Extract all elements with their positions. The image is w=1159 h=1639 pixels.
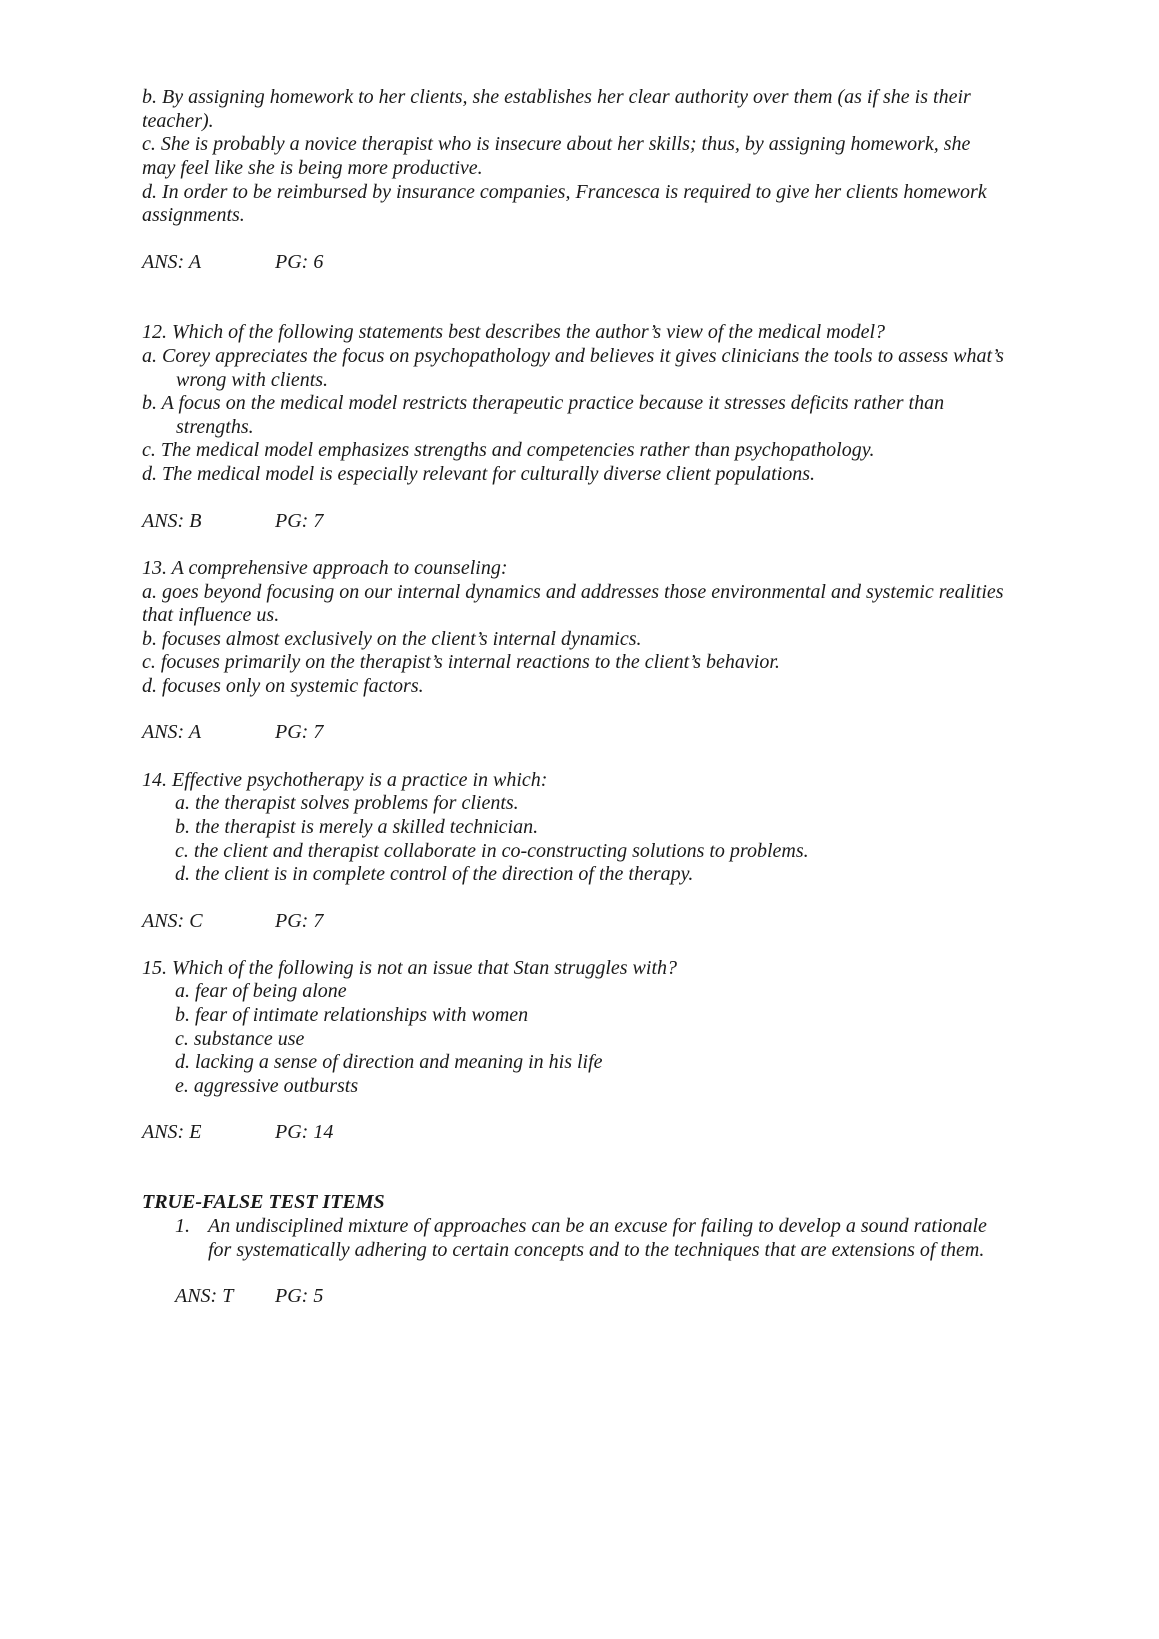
page-ref: PG: 14 — [275, 1121, 334, 1143]
option-d: d. The medical model is especially relevant for culturally diverse client populations. — [142, 463, 816, 485]
option-d-line-2: assignments. — [142, 204, 245, 226]
section-heading: TRUE-FALSE TEST ITEMS — [142, 1191, 385, 1213]
option-b: b. fear of intimate relationships with women — [175, 1004, 529, 1026]
option-c: c. focuses primarily on the therapist’s internal reactions to the client’s behavior. — [142, 651, 780, 673]
option-c-line-2: may feel like she is being more productive. — [142, 157, 483, 179]
option-c-line-1: c. She is probably a novice therapist who is insecure about her skills; thus, by assigning homework, she — [142, 133, 971, 155]
page-ref: PG: 6 — [275, 251, 324, 273]
option-d: d. focuses only on systemic factors. — [142, 675, 424, 697]
option-d: d. the client is in complete control of the direction of the therapy. — [175, 863, 694, 885]
page-ref: PG: 5 — [275, 1285, 324, 1307]
answer-label: ANS: C — [142, 910, 203, 932]
option-c: c. the client and therapist collaborate in co-constructing solutions to problems. — [175, 840, 809, 862]
page-ref: PG: 7 — [275, 910, 324, 932]
option-a-line-2: wrong with clients. — [176, 369, 329, 391]
option-b-line-2: teacher). — [142, 110, 214, 132]
option-a: a. fear of being alone — [175, 980, 347, 1002]
page-ref: PG: 7 — [275, 510, 324, 532]
option-b-line-1: b. By assigning homework to her clients, she establishes her clear authority over them (as if she is their — [142, 86, 971, 108]
option-d: d. lacking a sense of direction and meaning in his life — [175, 1051, 603, 1073]
option-a-line-2: that influence us. — [142, 604, 280, 626]
option-a: a. the therapist solves problems for clients. — [175, 792, 519, 814]
question-stem: 14. Effective psychotherapy is a practice in which: — [142, 769, 548, 791]
item-number: 1. — [175, 1215, 190, 1237]
option-a-line-1: a. Corey appreciates the focus on psychopathology and believes it gives clinicians the tools to assess what’s — [142, 345, 1004, 367]
option-c: c. substance use — [175, 1028, 305, 1050]
option-b-line-1: b. A focus on the medical model restricts therapeutic practice because it stresses deficits rather than — [142, 392, 945, 414]
option-b: b. focuses almost exclusively on the client’s internal dynamics. — [142, 628, 642, 650]
option-a-line-1: a. goes beyond focusing on our internal dynamics and addresses those environmental and systemic realities — [142, 581, 1004, 603]
answer-label: ANS: E — [142, 1121, 202, 1143]
option-b-line-2: strengths. — [176, 416, 254, 438]
option-c: c. The medical model emphasizes strengths and competencies rather than psychopathology. — [142, 439, 875, 461]
question-stem: 15. Which of the following is not an issue that Stan struggles with? — [142, 957, 678, 979]
answer-label: ANS: A — [142, 721, 202, 743]
answer-label: ANS: A — [142, 251, 202, 273]
item-1-line-2: for systematically adhering to certain concepts and to the techniques that are extensions of them. — [208, 1239, 985, 1261]
item-1-line-1: An undisciplined mixture of approaches can be an excuse for failing to develop a sound rationale — [208, 1215, 987, 1237]
page-ref: PG: 7 — [275, 721, 324, 743]
question-stem: 12. Which of the following statements best describes the author’s view of the medical model? — [142, 321, 886, 343]
answer-label: ANS: T — [175, 1285, 234, 1307]
option-d-line-1: d. In order to be reimbursed by insurance companies, Francesca is required to give her clients homework — [142, 181, 987, 203]
question-stem: 13. A comprehensive approach to counseling: — [142, 557, 508, 579]
option-e: e. aggressive outbursts — [175, 1075, 359, 1097]
answer-label: ANS: B — [142, 510, 202, 532]
option-b: b. the therapist is merely a skilled technician. — [175, 816, 539, 838]
